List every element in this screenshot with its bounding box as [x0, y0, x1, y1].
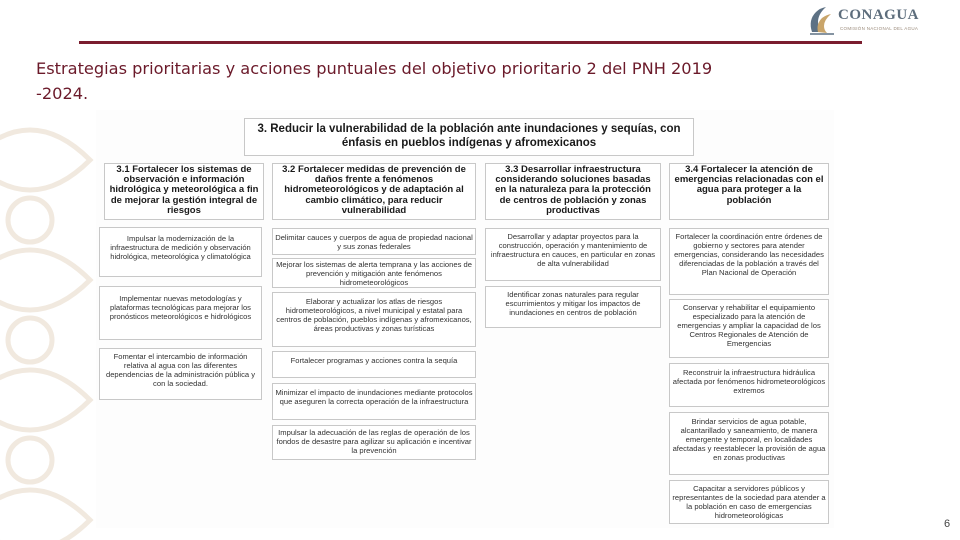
- brand-name: CONAGUA: [838, 7, 919, 23]
- action-3-3-1: Desarrollar y adaptar proyectos para la construcción, operación y mantenimiento de infraestructura en cauces, en particular en zonas de alta vulnerabilidad: [485, 228, 661, 281]
- action-3-4-2: Conservar y rehabilitar el equipamiento especializado para la atención de emergencias y ampliar la capacidad de los Centros Regionales de Atención de Emergencias: [669, 299, 829, 358]
- strategy-3-4-title: 3.4 Fortalecer la atención de emergencias relacionadas con el agua para proteger a la población: [669, 163, 829, 220]
- slide-title: [36, 56, 866, 106]
- action-3-1-2: Implementar nuevas metodologías y plataformas tecnológicas para mejorar los pronósticos meteorológicos e hidrológicos: [99, 286, 262, 340]
- conagua-logo: [806, 4, 956, 38]
- action-3-4-1: Fortalecer la coordinación entre órdenes de gobierno y sectores para atender emergencias, considerando las necesidades diferenciadas de la población a través del Plan Nacional de Operación: [669, 228, 829, 295]
- action-3-3-2: Identificar zonas naturales para regular escurrimientos y mitigar los impactos de inundaciones en centros de población: [485, 286, 661, 328]
- title-text-end: -2024: [36, 84, 84, 103]
- action-3-2-3: Elaborar y actualizar los atlas de riesgos hidrometeorológicos, a nivel municipal y estatal para centros de población, pueblos indígenas y afromexicanos, áreas productivas y zonas turísticas: [272, 292, 476, 347]
- action-3-4-4: Brindar servicios de agua potable, alcantarillado y saneamiento, de manera emergente y temporal, en localidades afectadas y reestablecer la provisión de agua en zonas productivas: [669, 412, 829, 475]
- action-3-2-2: Mejorar los sistemas de alerta temprana y las acciones de prevención y mitigación ante fenómenos hidrometeorológicos: [272, 258, 476, 288]
- action-3-1-1: Impulsar la modernización de la infraestructura de medición y observación hidrológica, meteorológica y climatológica: [99, 227, 262, 277]
- strategy-3-3-title: 3.3 Desarrollar infraestructura considerando soluciones basadas en la naturaleza para la protección de centros de población y zonas productivas: [485, 163, 661, 220]
- title-rule: [79, 41, 862, 44]
- conagua-emblem-icon: [806, 4, 836, 36]
- action-3-2-1: Delimitar cauces y cuerpos de agua de propiedad nacional y sus zonas federales: [272, 228, 476, 255]
- strategy-3-2-title: 3.2 Fortalecer medidas de prevención de daños frente a fenómenos hidrometeorológicos y de adaptación al cambio climático, para reducir vulnerabilidad: [272, 163, 476, 220]
- page-number: 6: [944, 518, 951, 530]
- strategy-diagram: [96, 110, 834, 528]
- action-3-4-3: Reconstruir la infraestructura hidráulica afectada por fenómenos hidrometeorológicos extremos: [669, 363, 829, 407]
- action-3-1-3: Fomentar el intercambio de información relativa al agua con las diferentes dependencias de la administración pública y con la sociedad.: [99, 348, 262, 400]
- action-3-2-6: Impulsar la adecuación de las reglas de operación de los fondos de desastre para agilizar su aplicación e incentivar la prevención: [272, 425, 476, 460]
- title-period: .: [83, 84, 89, 103]
- action-3-4-5: Capacitar a servidores públicos y representantes de la sociedad para atender a la población en caso de emergencias hidrometeorológicas: [669, 480, 829, 524]
- title-text: Estrategias prioritarias y acciones puntuales del objetivo prioritario 2 del PNH 2019: [36, 59, 713, 78]
- action-3-2-5: Minimizar el impacto de inundaciones mediante protocolos que aseguren la correcta operación de la infraestructura: [272, 383, 476, 420]
- objective-header: 3. Reducir la vulnerabilidad de la población ante inundaciones y sequías, con énfasis en pueblos indígenas y afromexicanos: [244, 118, 694, 156]
- brand-tagline: COMISIÓN NACIONAL DEL AGUA: [840, 26, 919, 31]
- decorative-pattern: [0, 100, 95, 540]
- strategy-3-1-title: 3.1 Fortalecer los sistemas de observación e información hidrológica y meteorológica a fin de mejorar la gestión integral de riesgos: [104, 163, 264, 220]
- action-3-2-4: Fortalecer programas y acciones contra la sequía: [272, 351, 476, 378]
